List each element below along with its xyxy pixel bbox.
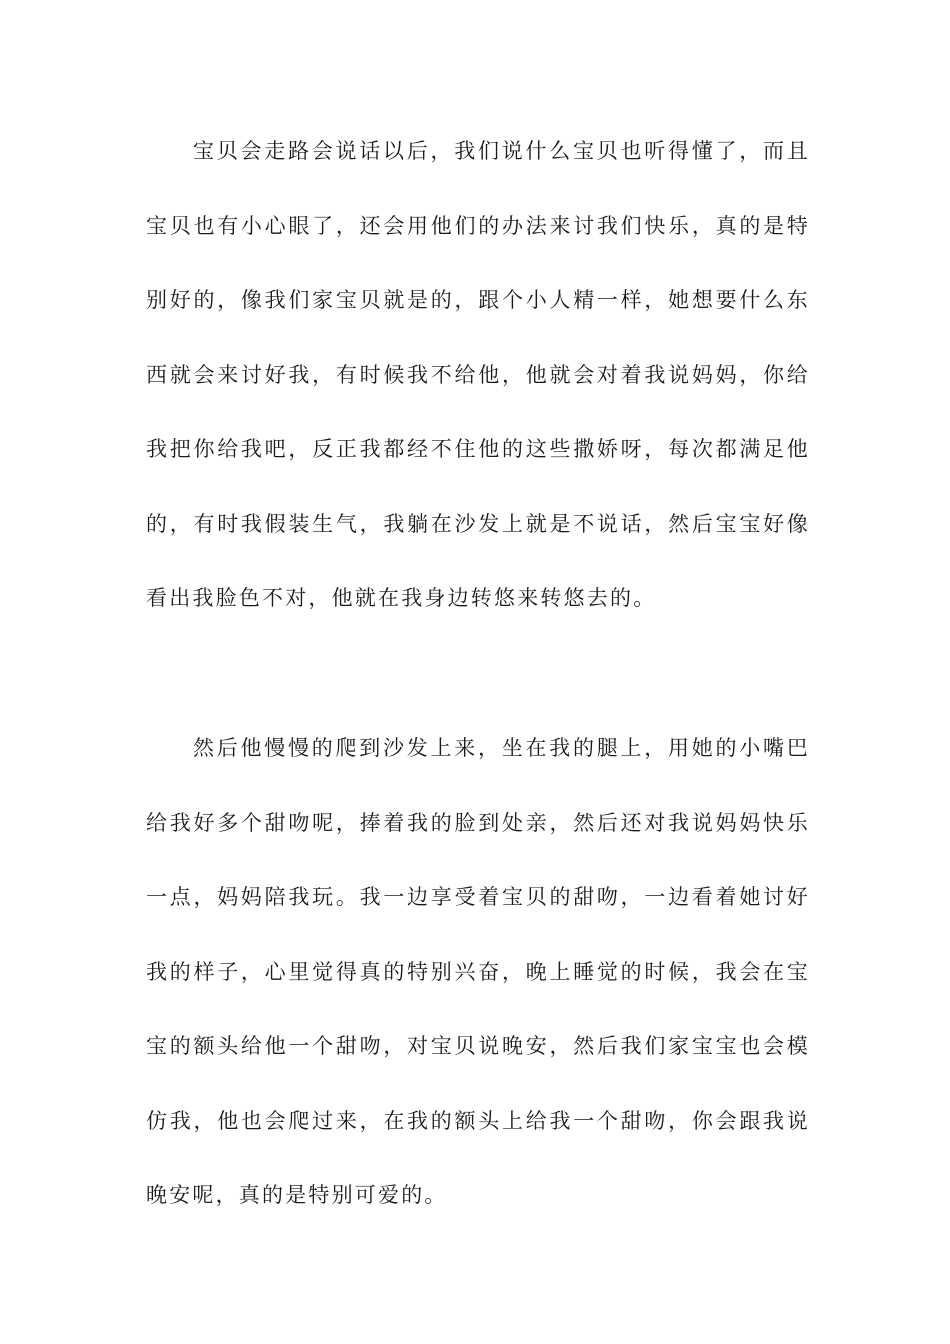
paragraph-2: 然后他慢慢的爬到沙发上来，坐在我的腿上，用她的小嘴巴给我好多个甜吻呢，捧着我的脸到处亲，然后还对我说妈妈快乐一点，妈妈陪我玩。我一边享受着宝贝的甜吻，一边看着她讨好我的样子，心里觉得真的特别兴奋，晚上睡觉的时候，我会在宝宝的额头给他一个甜吻，对宝贝说晚安，然后我们家宝宝也会模仿我，他也会爬过来，在我的额头上给我一个甜吻，你会跟我说晚安呢，真的是特别可爱的。: [146, 736, 810, 1207]
paragraph-1: 宝贝会走路会说话以后，我们说什么宝贝也听得懂了，而且宝贝也有小心眼了，还会用他们的办法来讨我们快乐，真的是特别好的，像我们家宝贝就是的，跟个小人精一样，她想要什么东西就会来讨好我，有时候我不给他，他就会对着我说妈妈，你给我把你给我吧，反正我都经不住他的这些撒娇呀，每次都满足他的，有时我假装生气，我躺在沙发上就是不说话，然后宝宝好像看出我脸色不对，他就在我身边转悠来转悠去的。: [146, 139, 810, 610]
